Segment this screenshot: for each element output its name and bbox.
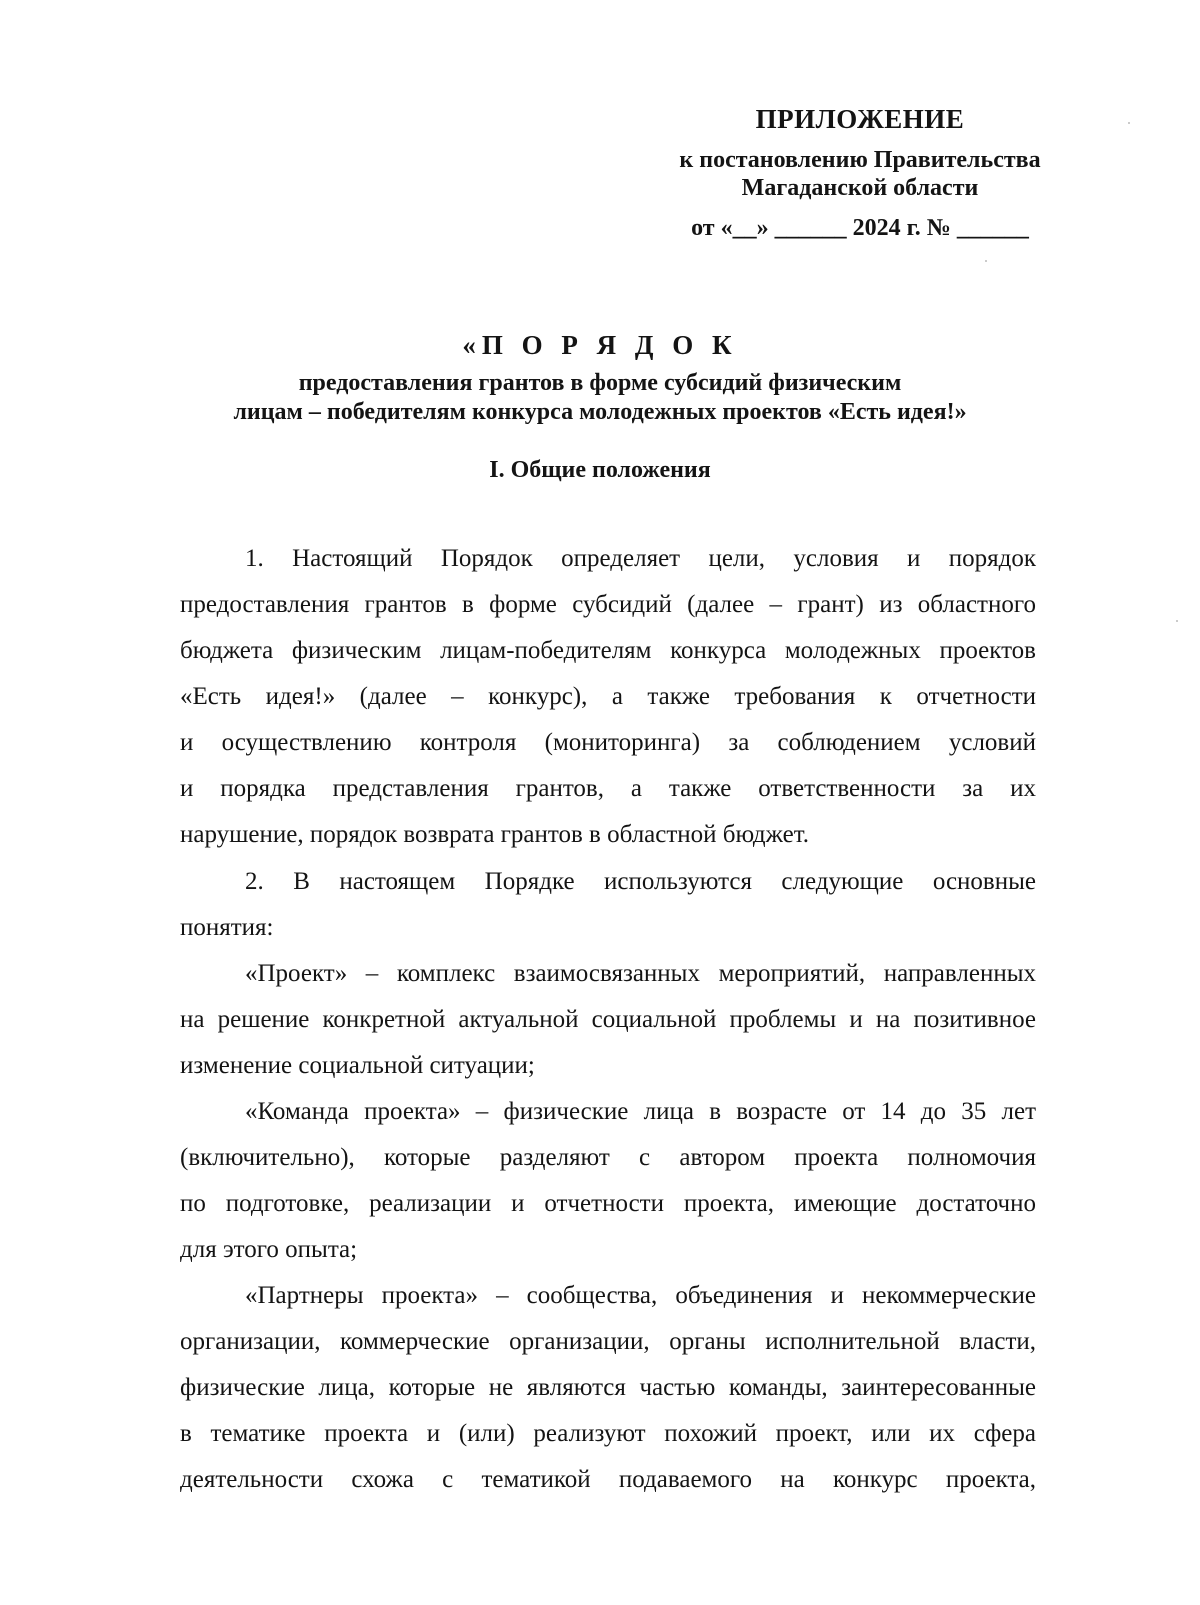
body-line: понятия: xyxy=(180,914,274,941)
body-line: деятельности схожа с тематикой подаваемого на конкурс проекта, xyxy=(180,1466,1036,1493)
scan-speck xyxy=(985,260,987,262)
body-line: «Команда проекта» – физические лица в возрасте от 14 до 35 лет xyxy=(245,1098,1036,1125)
document-subtitle-line-2: лицам – победителям конкурса молодежных проектов «Есть идея!» xyxy=(233,399,967,425)
appendix-title: ПРИЛОЖЕНИЕ xyxy=(755,104,965,134)
body-line: (включительно), которые разделяют с автором проекта полномочия xyxy=(180,1144,1036,1171)
body-line: 1. Настоящий Порядок определяет цели, условия и порядок xyxy=(245,545,1036,572)
body-line: и осуществлению контроля (мониторинга) за соблюдением условий xyxy=(180,729,1036,756)
body-line: 2. В настоящем Порядке используются следующие основные xyxy=(245,868,1036,895)
scan-speck xyxy=(1176,620,1178,622)
section-heading: I. Общие положения xyxy=(489,457,711,483)
body-line: по подготовке, реализации и отчетности проекта, имеющие достаточно xyxy=(180,1190,1036,1217)
body-line: бюджета физическим лицам-победителям конкурса молодежных проектов xyxy=(180,637,1036,664)
document-subtitle-line-1: предоставления грантов в форме субсидий физическим xyxy=(298,370,902,396)
body-line: предоставления грантов в форме субсидий (далее – грант) из областного xyxy=(180,591,1036,618)
body-line: на решение конкретной актуальной социальной проблемы и на позитивное xyxy=(180,1006,1036,1033)
appendix-date-number-line: от «__» ______ 2024 г. № ______ xyxy=(691,215,1029,241)
body-line: для этого опыта; xyxy=(180,1236,358,1263)
document-title: «П О Р Я Д О К xyxy=(462,330,738,360)
body-line: «Партнеры проекта» – сообщества, объединения и некоммерческие xyxy=(245,1282,1036,1309)
body-line: физические лица, которые не являются частью команды, заинтересованные xyxy=(180,1374,1036,1401)
body-line: в тематике проекта и (или) реализуют похожий проект, или их сфера xyxy=(180,1420,1036,1447)
body-line: «Проект» – комплекс взаимосвязанных мероприятий, направленных xyxy=(245,960,1036,987)
body-line: организации, коммерческие организации, органы исполнительной власти, xyxy=(180,1328,1036,1355)
appendix-resolution-line: к постановлению Правительства xyxy=(679,147,1041,173)
scan-speck xyxy=(1128,122,1130,124)
body-line: изменение социальной ситуации; xyxy=(180,1052,535,1079)
appendix-region-line: Магаданской области xyxy=(741,175,979,201)
body-line: «Есть идея!» (далее – конкурс), а также требования к отчетности xyxy=(180,683,1036,710)
body-line: нарушение, порядок возврата грантов в областной бюджет. xyxy=(180,821,809,848)
body-line: и порядка представления грантов, а также ответственности за их xyxy=(180,775,1036,802)
